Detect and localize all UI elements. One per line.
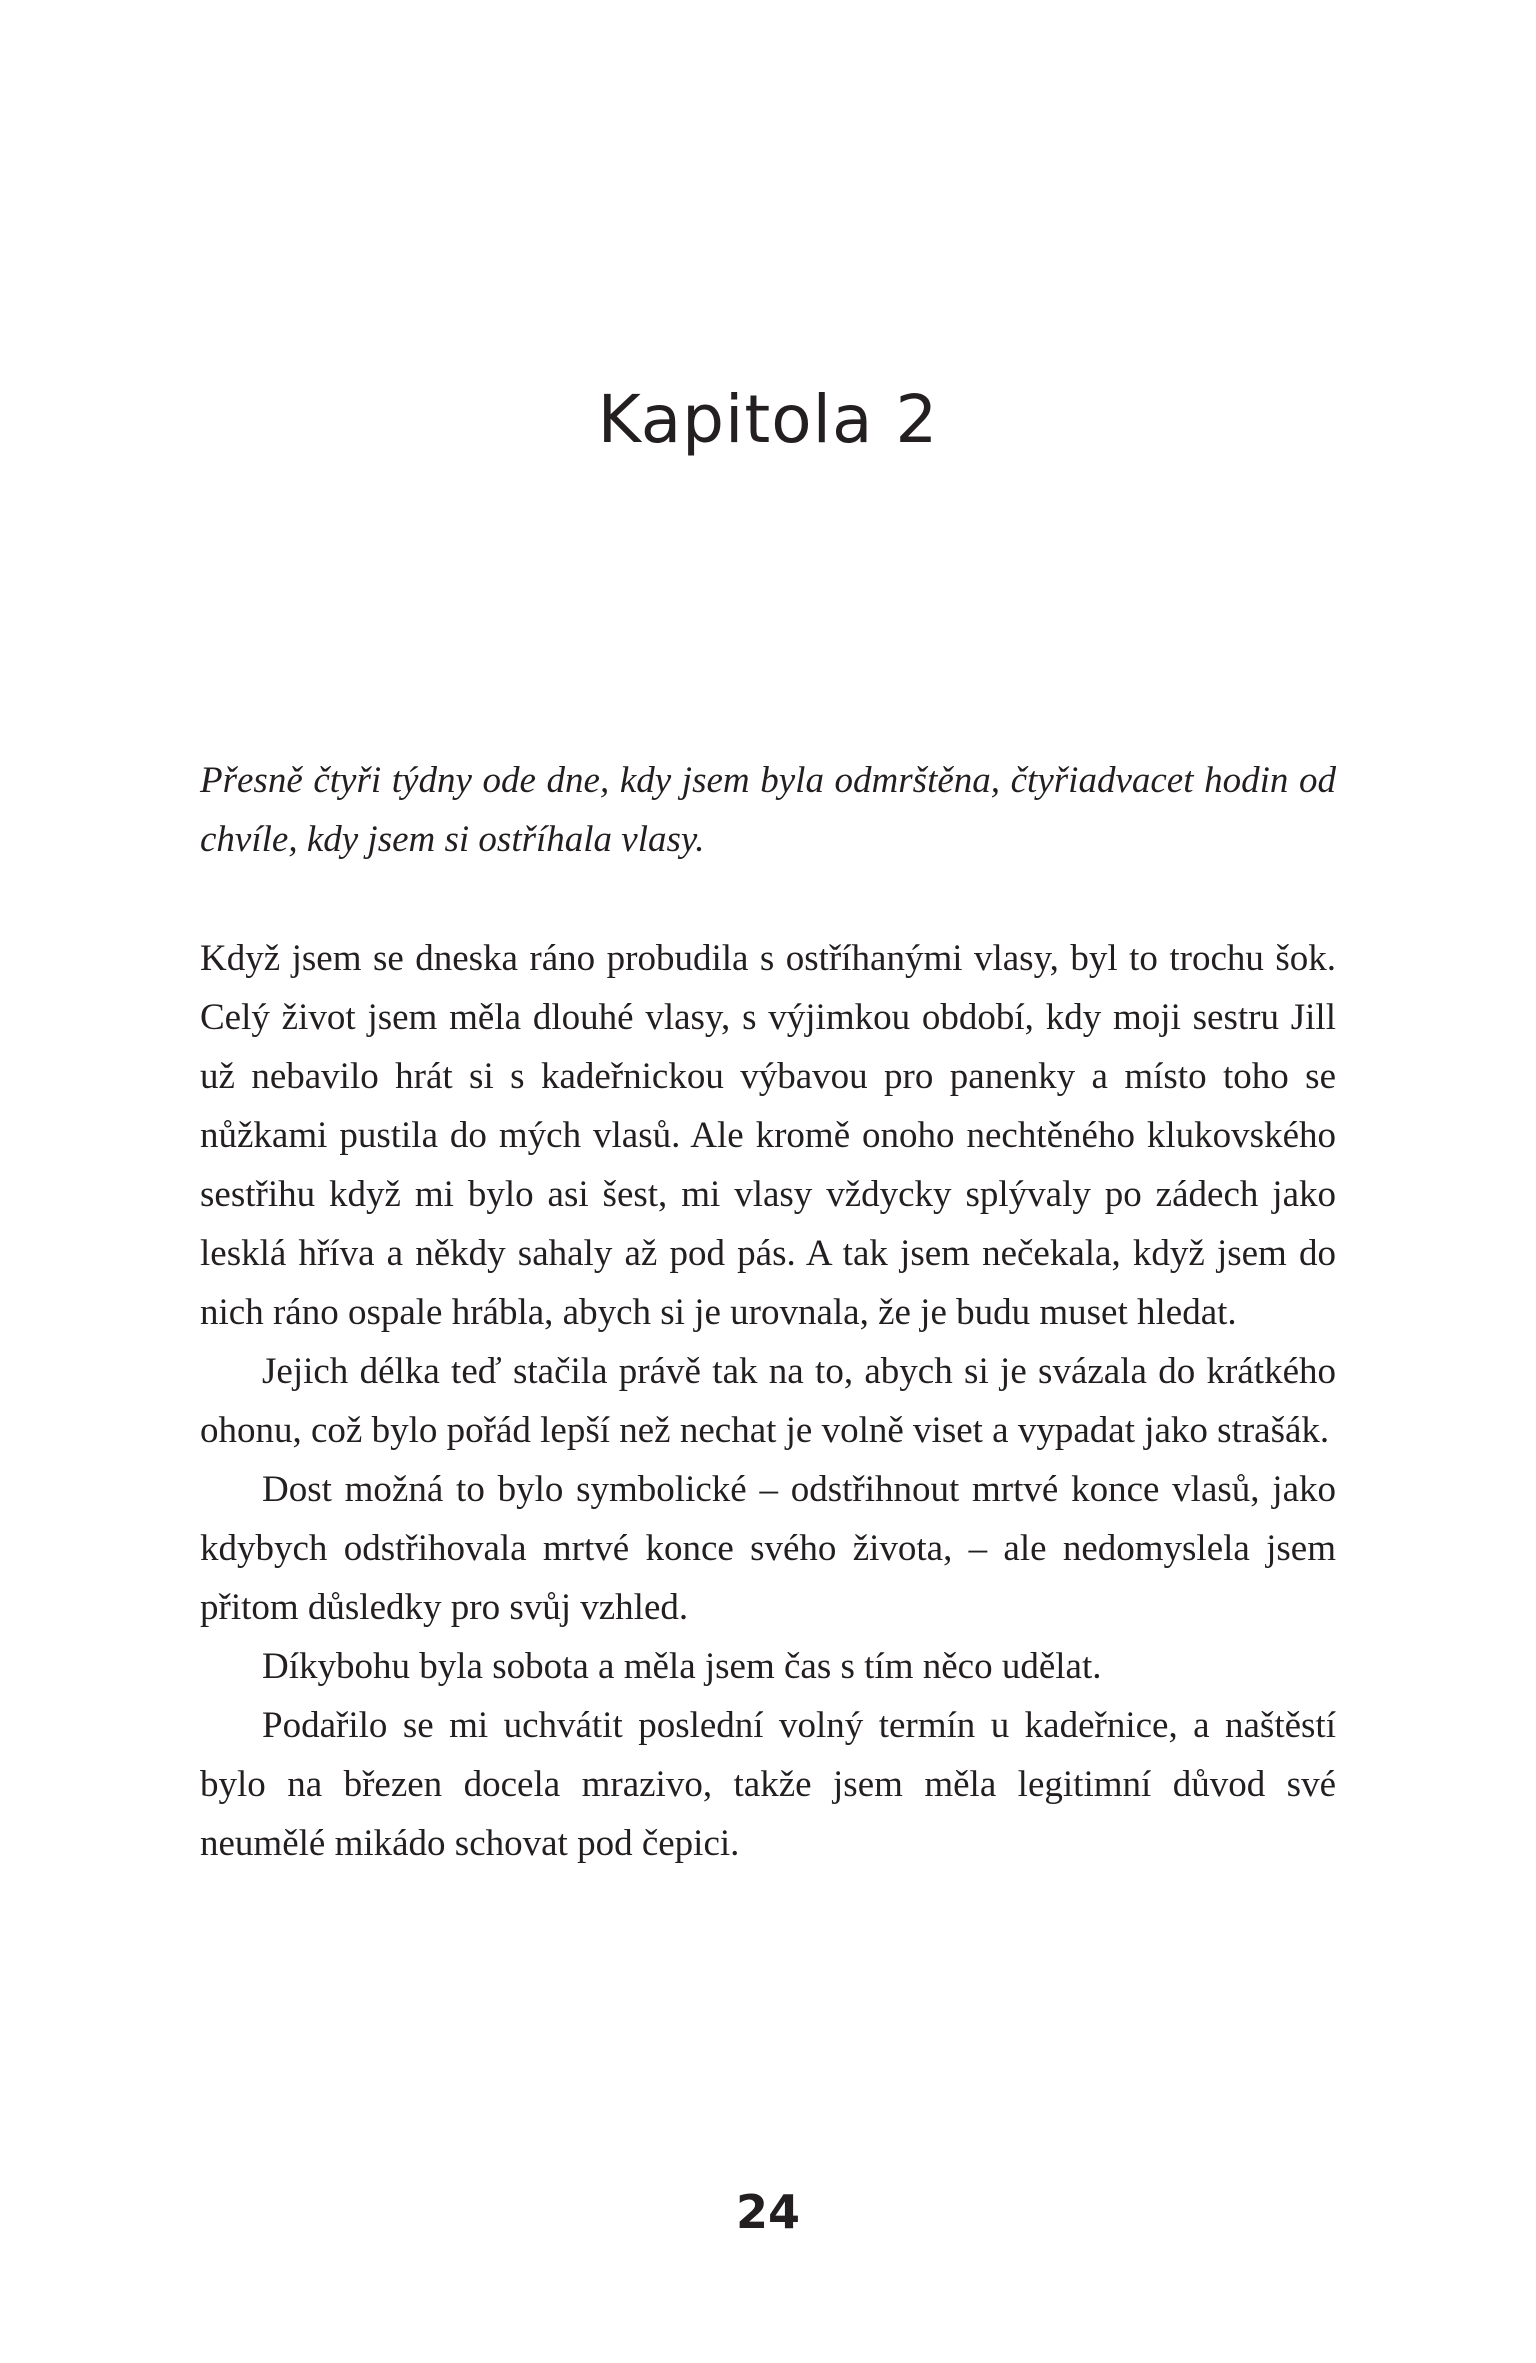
paragraph: Podařilo se mi uchvátit poslední volný termín u kadeřnice, a naštěstí bylo na březen docela mrazivo, takže jsem měla legitimní důvod své neumělé mikádo schovat pod čepici. bbox=[200, 1705, 1336, 1864]
paragraph: Dost možná to bylo symbolické – odstřihnout mrtvé konce vlasů, jako kdybych odstřihovala mrtvé konce svého života, – ale nedomyslela jsem přitom důsledky pro svůj vzhled. bbox=[200, 1469, 1336, 1628]
chapter-epigraph: Přesně čtyři týdny ode dne, kdy jsem byla odmrštěna, čtyřiadvacet hodin od chvíle, kdy jsem si ostříhala vlasy. bbox=[200, 760, 1336, 860]
paragraph: Jejich délka teď stačila právě tak na to, abych si je svázala do krátkého ohonu, což bylo pořád lepší než nechat je volně viset a vypadat jako strašák. bbox=[200, 1351, 1336, 1451]
paragraph: Když jsem se dneska ráno probudila s ostříhanými vlasy, byl to trochu šok. Celý život jsem měla dlouhé vlasy, s výjimkou období, kdy moji sestru Jill už nebavilo hrát si s kadeřnickou výbavou pro panenky a místo toho se nůžkami pustila do mých vlasů. Ale kromě onoho nechtěného klukovského sestřihu když mi bylo asi šest, mi vlasy vždycky splývaly po zádech jako lesklá hříva a někdy sahaly až pod pás. A tak jsem nečekala, když jsem do nich ráno ospale hrábla, abych si je urovnala, že je budu muset hledat. bbox=[200, 938, 1336, 1333]
chapter-title: Kapitola 2 bbox=[597, 381, 939, 458]
page-number: 24 bbox=[735, 2185, 800, 2239]
paragraph: Díkybohu byla sobota a měla jsem čas s tím něco udělat. bbox=[262, 1646, 1102, 1687]
body-text bbox=[200, 929, 1336, 1873]
